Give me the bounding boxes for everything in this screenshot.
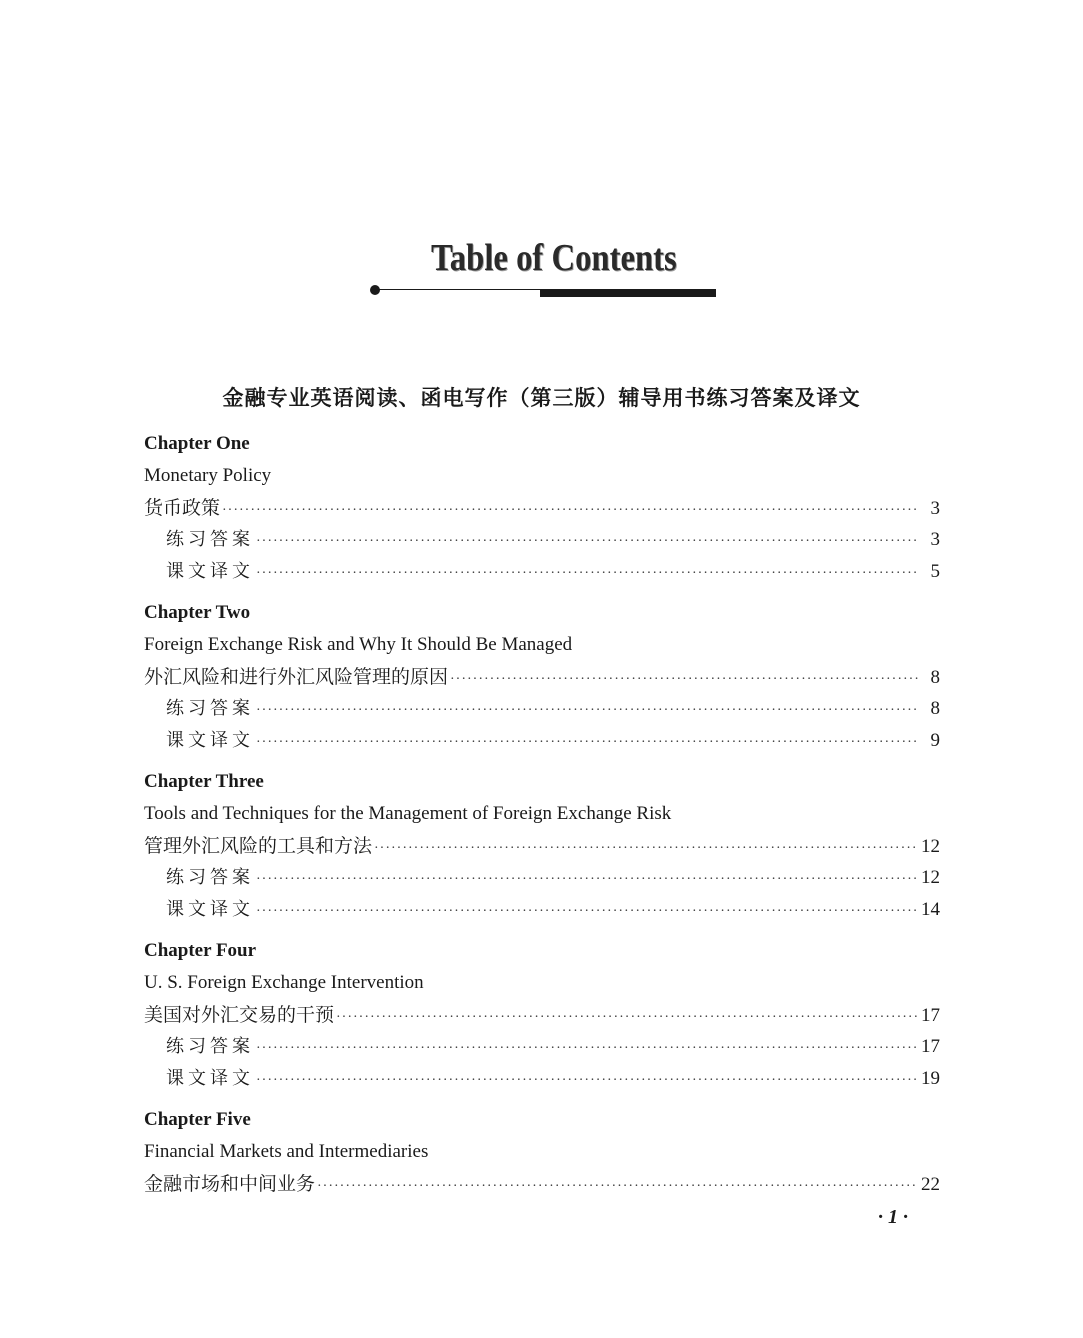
toc-entry-label: 管理外汇风险的工具和方法 xyxy=(144,835,373,857)
chapter-section xyxy=(144,428,940,588)
chapter-section xyxy=(144,1104,940,1200)
toc-page-number: 3 xyxy=(930,529,940,550)
dot-leader xyxy=(256,1033,917,1065)
toc-entry-label: 美国对外汇交易的干预 xyxy=(144,1004,335,1026)
toc-subentry[interactable] xyxy=(144,725,940,757)
dot-leader xyxy=(256,558,918,590)
title-block xyxy=(0,236,1083,280)
toc-entry-label: 练习答案 xyxy=(166,1036,254,1057)
chapter-english-title: Tools and Techniques for the Management of Foreign Exchange Risk xyxy=(144,803,672,824)
chapter-heading: Chapter Five xyxy=(144,1109,251,1130)
toc-entry-label: 货币政策 xyxy=(144,497,221,519)
dot-leader xyxy=(256,526,918,558)
toc-page-number: 12 xyxy=(921,836,940,857)
toc-page-number: 22 xyxy=(921,1174,940,1195)
dot-leader xyxy=(450,664,918,696)
toc-subentry[interactable] xyxy=(144,693,940,725)
chapter-english-title: Financial Markets and Intermediaries xyxy=(144,1141,429,1162)
toc-entry-label: 课文译文 xyxy=(166,561,254,582)
toc-subentry[interactable] xyxy=(144,524,940,556)
rule-dot-icon xyxy=(370,285,380,295)
page-title: Table of Contents xyxy=(430,237,677,279)
chapter-english-title: Foreign Exchange Risk and Why It Should Be Managed xyxy=(144,634,573,655)
toc-page-number: 12 xyxy=(921,867,940,888)
toc-page-number: 19 xyxy=(921,1068,940,1089)
book-title: 金融专业英语阅读、函电写作（第三版）辅导用书练习答案及译文 xyxy=(222,386,861,410)
toc-entry-label: 课文译文 xyxy=(166,1068,254,1089)
toc-page-number: 3 xyxy=(930,498,940,519)
dot-leader xyxy=(222,495,918,527)
dot-leader xyxy=(256,864,917,896)
chapter-english-title: U. S. Foreign Exchange Intervention xyxy=(144,972,424,993)
toc-entry-label: 金融市场和中间业务 xyxy=(144,1173,316,1195)
toc-entry[interactable] xyxy=(144,1168,940,1200)
chapter-section xyxy=(144,935,940,1095)
dot-leader xyxy=(256,896,917,928)
title-underline-rule xyxy=(370,285,716,299)
toc-page-number: 8 xyxy=(930,698,940,719)
chapter-heading: Chapter Three xyxy=(144,771,264,792)
toc-entry[interactable] xyxy=(144,661,940,693)
chapter-heading: Chapter Two xyxy=(144,602,251,623)
toc-entry[interactable] xyxy=(144,492,940,524)
chapter-section xyxy=(144,766,940,926)
toc-page-number: 9 xyxy=(930,730,940,751)
dot-leader xyxy=(256,695,918,727)
toc-page-number: 14 xyxy=(921,899,940,920)
dot-leader xyxy=(374,833,917,865)
page-number-footer: · 1 · xyxy=(878,1206,908,1228)
toc-entry[interactable] xyxy=(144,999,940,1031)
toc-entry-label: 练习答案 xyxy=(166,698,254,719)
toc-entry-label: 练习答案 xyxy=(166,867,254,888)
chapter-heading: Chapter Four xyxy=(144,940,257,961)
toc-subentry[interactable] xyxy=(144,1063,940,1095)
toc-page-number: 17 xyxy=(921,1005,940,1026)
dot-leader xyxy=(336,1002,917,1034)
toc-entry-label: 外汇风险和进行外汇风险管理的原因 xyxy=(144,666,449,688)
dot-leader xyxy=(256,1065,917,1097)
toc-entry[interactable] xyxy=(144,830,940,862)
chapter-heading: Chapter One xyxy=(144,433,250,454)
toc-subentry[interactable] xyxy=(144,862,940,894)
toc-entry-label: 课文译文 xyxy=(166,730,254,751)
toc-page-number: 17 xyxy=(921,1036,940,1057)
toc-entry-label: 课文译文 xyxy=(166,899,254,920)
toc-subentry[interactable] xyxy=(144,894,940,926)
toc-page-number: 5 xyxy=(930,561,940,582)
dot-leader xyxy=(256,727,918,759)
toc-subentry[interactable] xyxy=(144,556,940,588)
rule-thick-bar xyxy=(540,289,716,297)
rule-thin-line xyxy=(376,289,542,290)
toc-page-number: 8 xyxy=(930,667,940,688)
chapter-section xyxy=(144,597,940,757)
chapter-english-title: Monetary Policy xyxy=(144,465,272,486)
toc-list xyxy=(144,428,940,1209)
toc-subentry[interactable] xyxy=(144,1031,940,1063)
toc-entry-label: 练习答案 xyxy=(166,529,254,550)
dot-leader xyxy=(317,1171,917,1203)
